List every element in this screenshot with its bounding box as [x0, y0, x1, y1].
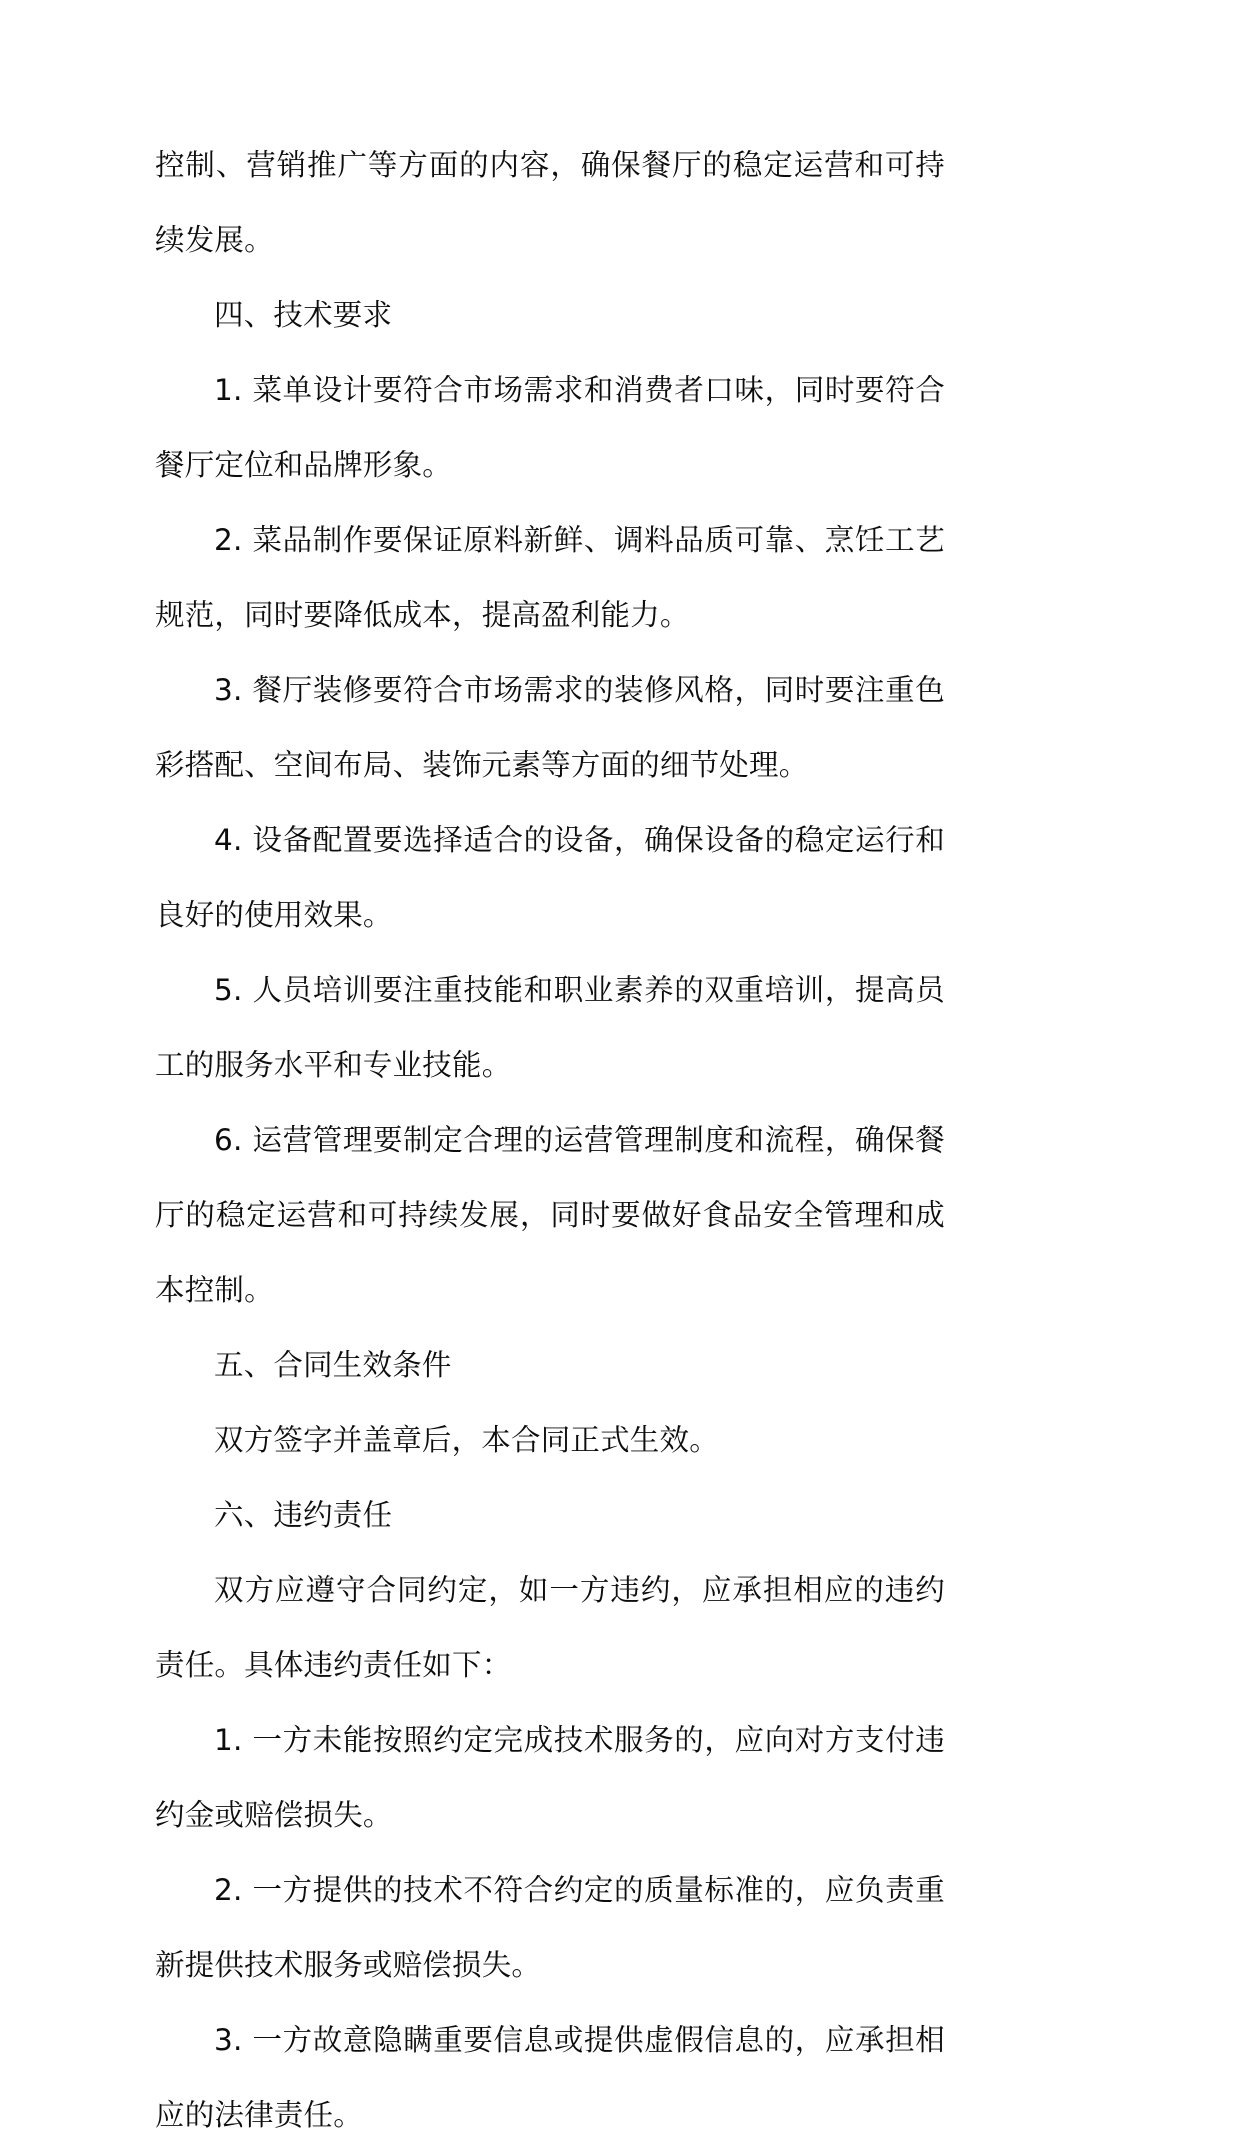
- contract-effective-body: 双方签字并盖章后，本合同正式生效。: [214, 1423, 719, 1457]
- heading-section-five: 五、合同生效条件: [214, 1348, 452, 1382]
- tech-requirement-item-2: 2. 菜品制作要保证原料新鲜、调料品质可靠、烹饪工艺规范，同时要降低成本，提高盈利能力。: [155, 523, 945, 632]
- breach-liability-item-2: 2. 一方提供的技术不符合约定的质量标准的，应负责重新提供技术服务或赔偿损失。: [155, 1873, 945, 1982]
- breach-liability-item-3: 3. 一方故意隐瞒重要信息或提供虚假信息的，应承担相应的法律责任。: [155, 2023, 945, 2132]
- document-body: [155, 128, 945, 2153]
- tech-requirement-item-5: 5. 人员培训要注重技能和职业素养的双重培训，提高员工的服务水平和专业技能。: [155, 973, 945, 1082]
- tech-requirement-item-1: 1. 菜单设计要符合市场需求和消费者口味，同时要符合餐厅定位和品牌形象。: [155, 373, 945, 482]
- tech-requirement-item-4: 4. 设备配置要选择适合的设备，确保设备的稳定运行和良好的使用效果。: [155, 823, 945, 932]
- breach-liability-intro: 双方应遵守合同约定，如一方违约，应承担相应的违约责任。具体违约责任如下：: [155, 1573, 945, 1682]
- tech-requirement-item-6: 6. 运营管理要制定合理的运营管理制度和流程，确保餐厅的稳定运营和可持续发展，同时要做好食品安全管理和成本控制。: [155, 1123, 945, 1307]
- breach-liability-item-1: 1. 一方未能按照约定完成技术服务的，应向对方支付违约金或赔偿损失。: [155, 1723, 945, 1832]
- paragraph-continuation-control: 控制、营销推广等方面的内容，确保餐厅的稳定运营和可持续发展。: [155, 148, 945, 257]
- heading-section-four: 四、技术要求: [214, 298, 393, 332]
- tech-requirement-item-3: 3. 餐厅装修要符合市场需求的装修风格，同时要注重色彩搭配、空间布局、装饰元素等方面的细节处理。: [155, 673, 945, 782]
- heading-section-six: 六、违约责任: [214, 1498, 393, 1532]
